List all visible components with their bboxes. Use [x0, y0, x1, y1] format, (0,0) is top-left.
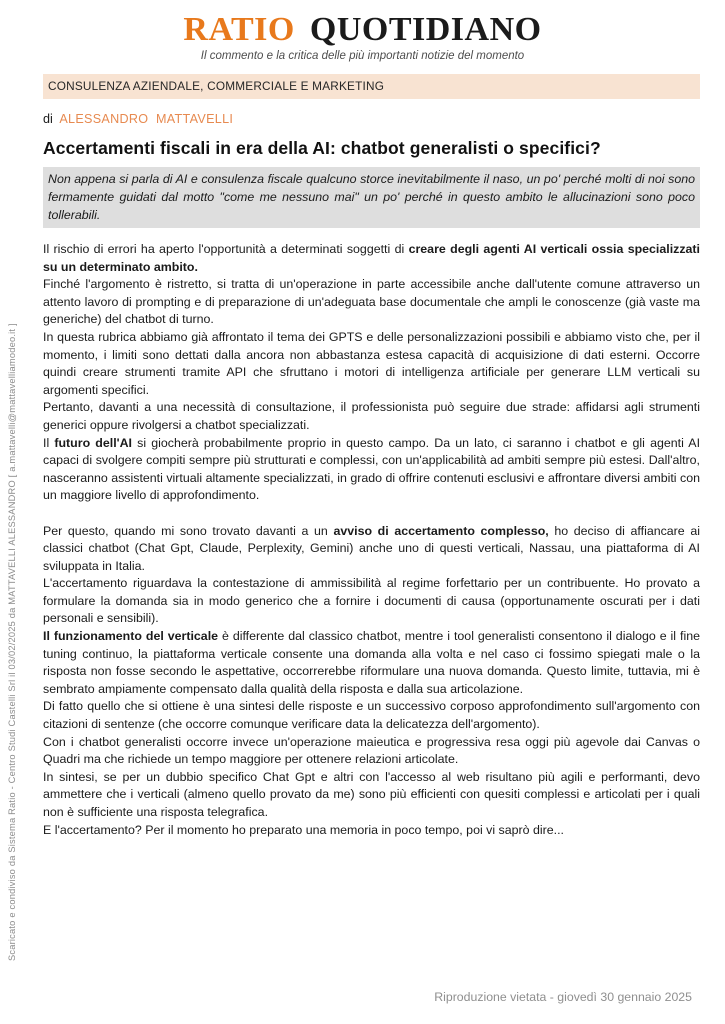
- paragraph-text: L'accertamento riguardava la contestazione di ammissibilità al regime forfettario per un contribuente. Ho provato a formulare la domanda sia in modo generico che a fornire i documenti di causa (opportunamente oscurati per i dati personali e sensibili).: [43, 576, 700, 626]
- download-watermark: Scaricato e condiviso da Sistema Ratio - Centro Studi Castelli Srl il 03/02/2025 da MATTAVELLI ALESSANDRO [ a.mattavelli@mattavelliamodeo.it ]: [7, 323, 17, 961]
- byline-prefix: di: [43, 112, 53, 126]
- paragraph-text: Per questo, quando mi sono trovato davanti a un: [43, 523, 334, 538]
- paragraph-bold-text: futuro dell'AI: [54, 435, 132, 450]
- brand-logo-ratio: RATIO: [183, 11, 295, 48]
- paragraph-text: Il rischio di errori ha aperto l'opportunità a determinati soggetti di: [43, 242, 409, 256]
- brand-logo-quotidiano: QUOTIDIANO: [309, 11, 542, 48]
- article-paragraph: [43, 769, 700, 822]
- article-paragraph: [43, 523, 700, 576]
- paragraph-text: Finché l'argomento è ristretto, si tratta di un'operazione in parte accessibile anche dall'utente comune attraverso un attento lavoro di prompting e di preparazione di un'adeguata base documentale che ampli le conoscenze (già vaste ma generiche) del chatbot di turno.: [43, 277, 700, 327]
- paragraph-text: Con i chatbot generalisti occorre invece un'operazione maieutica e progressiva resa oggi più agevole dai Canvas o Quadri ma che richiede un tempo maggiore per ottenere relazioni articolate.: [43, 734, 700, 767]
- article-paragraph: [43, 276, 700, 329]
- paragraph-text: E l'accertamento? Per il momento ho preparato una memoria in poco tempo, poi vi saprò dire...: [43, 822, 564, 837]
- article-abstract: Non appena si parla di AI e consulenza fiscale qualcuno storce inevitabilmente il naso, un po' perché molti di noi sono fermamente guidati dal motto "come me nessuno mai" un po' perché in questo ambito le allucinazioni sono poco tollerabili.: [43, 167, 700, 228]
- paragraph-spacer: [43, 505, 700, 523]
- article-paragraph: [43, 698, 700, 733]
- category-bar: [43, 74, 700, 99]
- article-content: [43, 74, 700, 839]
- paragraph-text: ho deciso di affiancare ai classici chatbot (Chat Gpt, Claude, Perplexity, Gemini) anche uno di questi verticali, Nassau, una piattaforma di AI sviluppata in Italia.: [43, 523, 700, 573]
- category-label: CONSULENZA AZIENDALE, COMMERCIALE E MARKETING: [48, 79, 385, 93]
- article-paragraph: [43, 399, 700, 434]
- paragraph-text: In sintesi, se per un dubbio specifico Chat Gpt e altri con l'accesso al web risultano più agili e performanti, devo ammettere che i verticali (almeno quello provato da me) sono più efficienti con quesiti complessi e articolati per i quali non è sufficiente una risposta telegrafica.: [43, 769, 700, 819]
- brand-tagline: Il commento e la critica delle più importanti notizie del momento: [200, 50, 525, 62]
- article-paragraph: [43, 329, 700, 399]
- article-paragraph: [43, 241, 700, 276]
- brand-logo: [0, 11, 725, 49]
- paragraph-bold-text: Il funzionamento del verticale: [43, 629, 219, 644]
- paragraph-text: Il: [43, 435, 55, 450]
- article-body: [43, 241, 700, 839]
- paragraph-bold-text: creare degli agenti AI verticali ossia specializzati su un determinato ambito.: [43, 242, 701, 274]
- paragraph-text: Pertanto, davanti a una necessità di consultazione, il professionista può seguire due strade: affidarsi agli strumenti generici oppure rivolgersi a chatbot specializzati.: [43, 400, 700, 432]
- article-title: Accertamenti fiscali in era della AI: chatbot generalisti o specifici?: [43, 138, 601, 158]
- paragraph-text: è differente dal classico chatbot, mentre i tool generalisti consentono il dialogo e il fine tuning continuo, la piattaforma verticale consente una domanda alla volta e nel caso ci fossimo spiegati male o la risposta non fosse secondo le aspettative, occorrerebbe riformulare una nuova domanda. Questo limite, tuttavia, mi è sembrato ampiamente compensato dalla qualità della risposta e dalla sua articolazione.: [43, 629, 700, 696]
- article-paragraph: [43, 575, 700, 628]
- paragraph-text: si giocherà probabilmente proprio in questo campo. Da un lato, ci saranno i chatbot e gli agenti AI capaci di svolgere compiti sempre più strutturati e complessi, con un'applicabilità ad ambiti sempre più estesi. Dall'altro, nasceranno assistenti virtuali altamente specializzati, in grado di offrire contenuti esclusivi e affrontare diversi ambiti con un maggiore livello di approfondimento.: [43, 435, 701, 503]
- article-paragraph: [43, 734, 700, 769]
- byline: [43, 112, 700, 126]
- paragraph-bold-text: avviso di accertamento complesso,: [333, 523, 549, 538]
- article-paragraph: [43, 628, 700, 698]
- page-footer: Riproduzione vietata - giovedì 30 gennaio 2025: [434, 990, 692, 1004]
- masthead: [0, 0, 725, 62]
- article-paragraph: [43, 435, 700, 505]
- byline-author: ALESSANDRO MATTAVELLI: [59, 112, 234, 126]
- article-paragraph: [43, 822, 700, 840]
- paragraph-text: In questa rubrica abbiamo già affrontato il tema dei GPTS e delle personalizzazioni possibili e abbiamo visto che, per il momento, i limiti sono dettati dalla ancora non abbastanza estesa capacità di acquisizione di dati esterni. Occorre quindi creare strumenti tramite API che sfruttano i motori di intelligenza artificiale per generare LLM verticali su argomenti specifici.: [43, 329, 700, 397]
- paragraph-text: Di fatto quello che si ottiene è una sintesi delle risposte e un successivo corposo approfondimento sull'argomento con citazioni di sentenze (che occorre comunque verificare data la delicatezza dell'argomento).: [43, 699, 700, 732]
